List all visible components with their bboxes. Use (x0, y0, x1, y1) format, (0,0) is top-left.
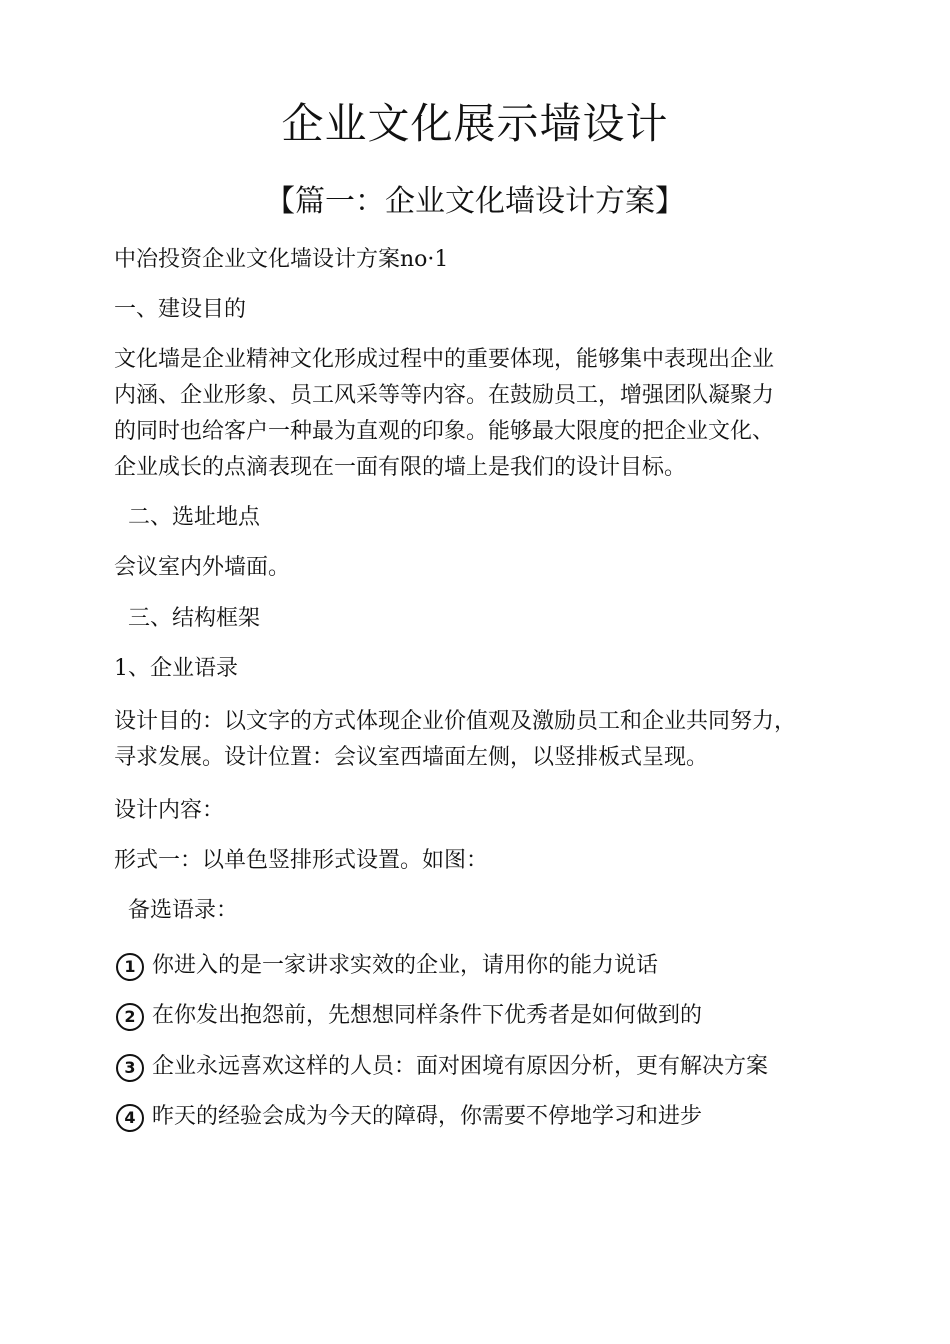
section3-heading: 三、结构框架 (128, 606, 261, 631)
quote-item: 在你发出抱怨前，先想想同样条件下优秀者是如何做到的 (152, 1003, 703, 1028)
document-title: 企业文化展示墙设计 (281, 99, 669, 148)
circled-number-badge: 1 (116, 953, 144, 981)
section1-heading: 一、建设目的 (114, 297, 247, 322)
paragraph-line: 寻求发展。设计位置：会议室西墙面左侧，以竖排板式呈现。 (114, 745, 709, 770)
circled-number-badge: 4 (116, 1104, 144, 1132)
section2-text: 会议室内外墙面。 (114, 555, 291, 580)
paragraph-line: 设计目的：以文字的方式体现企业价值观及激励员工和企业共同努力， (114, 709, 797, 734)
design-purpose-paragraph (114, 704, 844, 776)
design-content-label: 设计内容： (114, 798, 225, 823)
section3-sub1: 1、企业语录 (114, 656, 238, 681)
alt-quotes-label: 备选语录： (128, 898, 239, 923)
quote-item: 企业永远喜欢这样的人员：面对困境有原因分析，更有解决方案 (152, 1054, 769, 1079)
circled-number-badge: 3 (116, 1054, 144, 1082)
quote-item: 你进入的是一家讲求实效的企业，请用你的能力说话 (152, 953, 659, 978)
section2-heading: 二、选址地点 (128, 505, 261, 530)
paragraph-line: 文化墙是企业精神文化形成过程中的重要体现，能够集中表现出企业 (114, 347, 775, 372)
section-subtitle: 【篇一：企业文化墙设计方案】 (265, 184, 685, 219)
paragraph-line: 内涵、企业形象、员工风采等等内容。在鼓励员工，增强团队凝聚力 (114, 383, 775, 408)
form1-text: 形式一：以单色竖排形式设置。如图： (114, 848, 489, 873)
circled-number-badge: 2 (116, 1003, 144, 1031)
quote-item: 昨天的经验会成为今天的障碍，你需要不停地学习和进步 (152, 1104, 703, 1129)
paragraph-line: 的同时也给客户一种最为直观的印象。能够最大限度的把企业文化、 (114, 419, 775, 444)
section1-paragraph (114, 342, 844, 486)
plan-name: 中冶投资企业文化墙设计方案no·1 (114, 247, 449, 272)
paragraph-line: 企业成长的点滴表现在一面有限的墙上是我们的设计目标。 (114, 455, 687, 480)
